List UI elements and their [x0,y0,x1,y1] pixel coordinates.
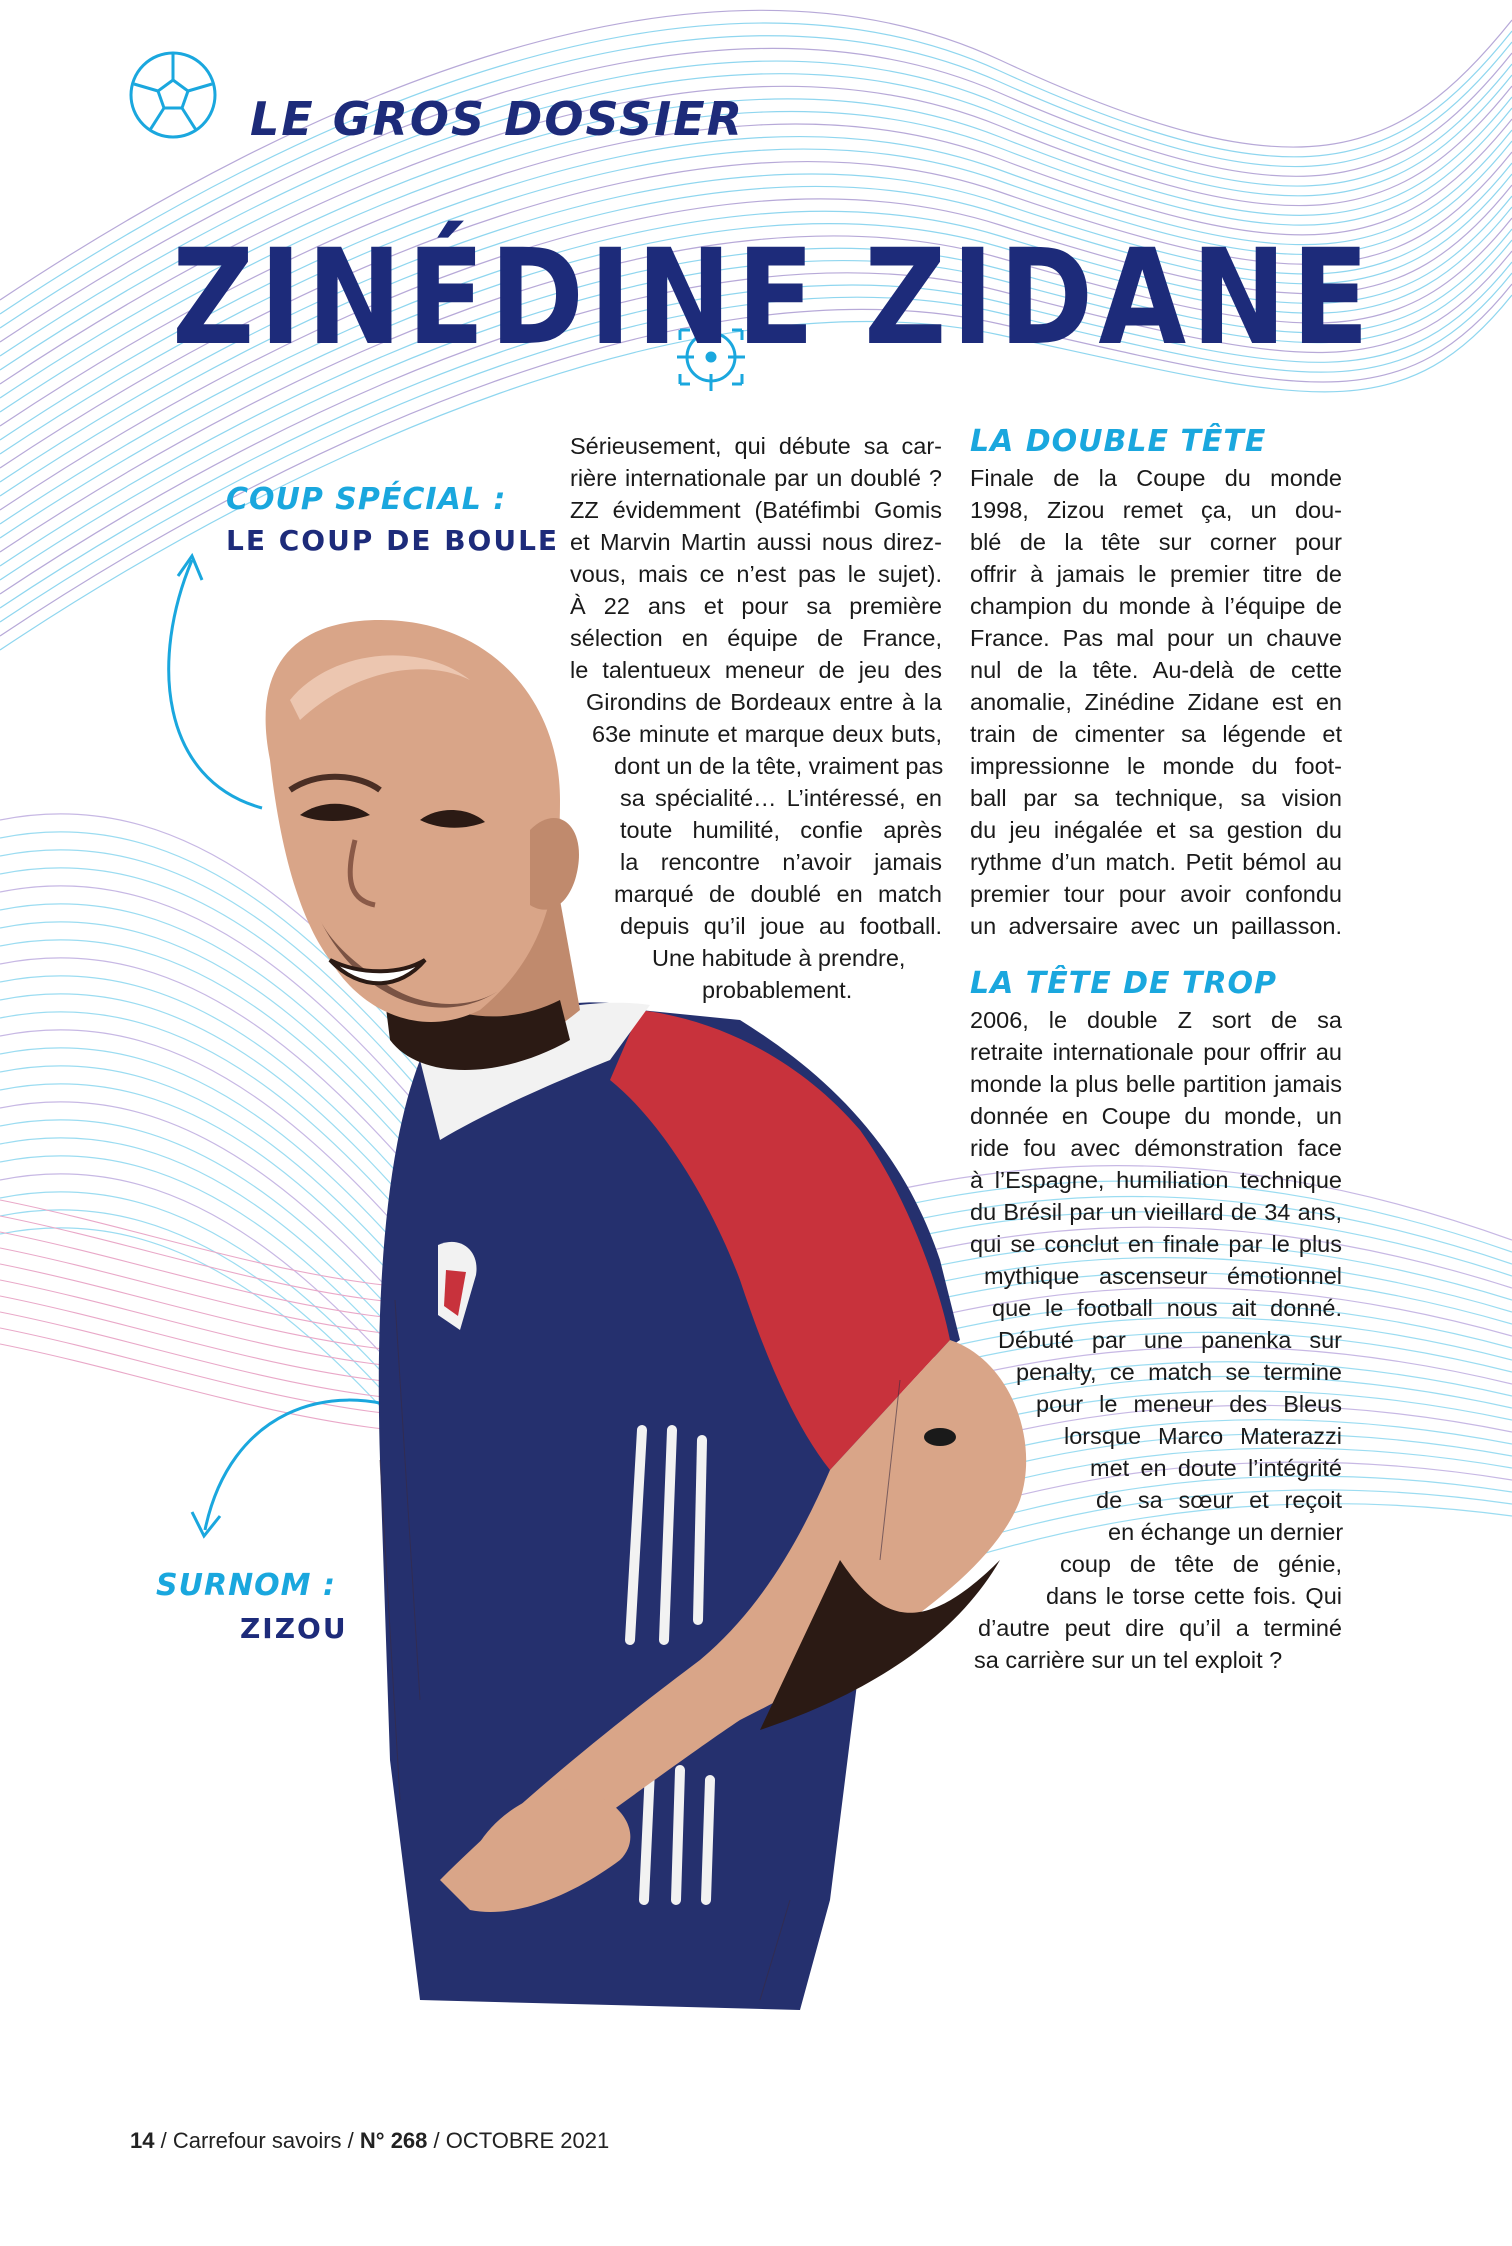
text-line: 63e minute et marque deux buts, [592,721,942,747]
text-line: ride fou avec démonstration face [970,1135,1342,1161]
text-line: 1998, Zizou remet ça, un dou- [970,497,1342,523]
footer-separator: / [154,2128,173,2153]
text-line: vous, mais ce n’est pas le sujet). [570,561,942,587]
text-line: nul de la tête. Au-delà de cette [970,657,1342,683]
text-line: blé de la tête sur corner pour [970,529,1342,555]
text-line: Débuté par une panenka sur [998,1327,1342,1353]
text-line: rière internationale par un doublé ? [570,465,942,491]
text-line: dans le torse cette fois. Qui [1046,1583,1342,1609]
issue-number: N° 268 [359,2128,428,2153]
text-line: sa spécialité… L’intéressé, en [620,785,942,811]
text-line: pour le meneur des Bleus [1036,1391,1342,1417]
text-line: Girondins de Bordeaux entre à la [586,689,942,715]
text-line: et Marvin Martin aussi nous direz- [570,529,942,555]
text-line: monde la plus belle partition jamais [970,1071,1342,1097]
surnom-value: ZIZOU [240,1612,348,1645]
text-line: train de cimenter sa légende et [970,721,1342,747]
article-section-double-tete [970,462,1342,942]
coup-special-label: COUP SPÉCIAL : [226,482,507,517]
text-line: la rencontre n’avoir jamais [620,849,942,875]
text-line: marqué de doublé en match [614,881,942,907]
text-line: du jeu inégalée et sa gestion du [970,817,1342,843]
article-section-tete-de-trop [970,1004,1342,1676]
text-line: à l’Espagne, humiliation technique [970,1167,1342,1193]
surnom-label: SURNOM : [156,1568,336,1603]
page-title: ZINÉDINE ZIDANE [172,221,1375,375]
text-line: champion du monde à l’équipe de [970,593,1342,619]
text-line: À 22 ans et pour sa première [570,593,942,619]
text-line: mythique ascenseur émotionnel [984,1263,1342,1289]
text-line: du Brésil par un vieillard de 34 ans, [970,1199,1342,1225]
text-line: Finale de la Coupe du monde [970,465,1342,491]
text-line: donnée en Coupe du monde, un [970,1103,1342,1129]
text-line: 2006, le double Z sort de sa [970,1007,1342,1033]
text-line: retraite internationale pour offrir au [970,1039,1342,1065]
text-line: le talentueux meneur de jeu des [570,657,942,683]
text-line: met en doute l’intégrité [1090,1455,1342,1481]
text-line: probablement. [702,977,853,1003]
text-line: anomalie, Zinédine Zidane est en [970,689,1342,715]
text-line: dont un de la tête, vraiment pas [614,753,944,779]
text-line: en échange un dernier [1108,1519,1344,1545]
issue-date: OCTOBRE 2021 [445,2128,610,2153]
text-line: sa carrière sur un tel exploit ? [974,1647,1283,1673]
text-line: France. Pas mal pour un chauve [970,625,1342,651]
text-line: coup de tête de génie, [1060,1551,1342,1577]
page-footer [130,2128,609,2154]
text-line: toute humilité, confie après [620,817,942,843]
text-line: que le football nous ait donné. [992,1295,1342,1321]
article-column-left [570,430,942,1006]
text-line: impressionne le monde du foot- [970,753,1342,779]
section-label: LE GROS DOSSIER [250,92,745,146]
text-line: offrir à jamais le premier titre de [970,561,1342,587]
arrow-icon-surnom [192,1400,410,1536]
text-line: d’autre peut dire qu’il a terminé [978,1615,1342,1641]
text-line: Sérieusement, qui débute sa car- [570,433,942,459]
footer-separator: / [341,2128,360,2153]
text-line: un adversaire avec un paillasson. [970,913,1342,939]
football-icon [131,53,215,137]
arrow-icon-coup [169,556,262,808]
text-line: ZZ évidemment (Batéfimbi Gomis [570,497,942,523]
page-number: 14 [130,2128,155,2153]
text-line: Une habitude à prendre, [652,945,906,971]
coup-special-value: LE COUP DE BOULE [226,524,560,557]
text-line: penalty, ce match se termine [1016,1359,1342,1385]
footer-separator: / [427,2128,446,2153]
text-line: rythme d’un match. Petit bémol au [970,849,1342,875]
text-line: premier tour pour avoir confondu [970,881,1342,907]
text-line: depuis qu’il joue au football. [620,913,942,939]
text-line: qui se conclut en finale par le plus [970,1231,1342,1257]
text-line: lorsque Marco Materazzi [1064,1423,1342,1449]
text-line: de sa sœur et reçoit [1096,1487,1342,1513]
section-heading-double-tete: LA DOUBLE TÊTE [970,424,1267,459]
section-heading-tete-de-trop: LA TÊTE DE TROP [970,966,1278,1001]
text-line: ball par sa technique, sa vision [970,785,1342,811]
text-line: sélection en équipe de France, [570,625,942,651]
magazine-name: Carrefour savoirs [172,2128,342,2153]
